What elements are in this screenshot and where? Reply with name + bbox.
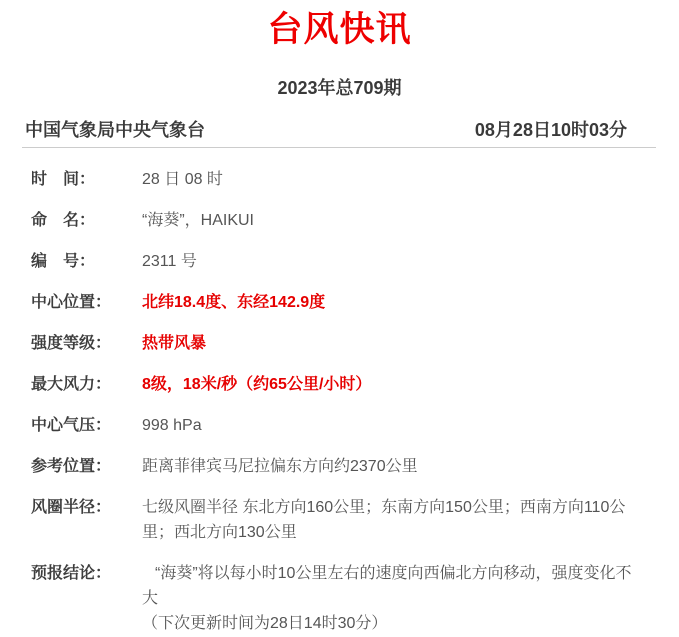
row-max-wind <box>31 372 679 397</box>
row-reference-position-label: 参考位置： <box>31 458 112 475</box>
row-center-position-value: 北纬18.4度、东经142.9度 <box>142 294 326 311</box>
row-time <box>31 167 679 192</box>
row-center-position-label: 中心位置： <box>31 294 112 311</box>
row-pressure <box>31 413 679 438</box>
row-time-label: 时 间： <box>31 171 96 188</box>
row-forecast-conclusion <box>31 561 679 636</box>
row-center-position <box>31 290 679 315</box>
row-wind-circle-radius-label: 风圈半径： <box>31 499 112 516</box>
row-max-wind-label: 最大风力： <box>31 376 112 393</box>
issue-datetime: 08月28日10时03分 <box>474 120 627 140</box>
row-number <box>31 249 679 274</box>
forecast-text: “海葵”将以每小时10公里左右的速度向西偏北方向移动，强度变化不大 <box>142 565 632 607</box>
row-number-value: 2311 号 <box>142 253 197 270</box>
bulletin-body <box>0 167 679 636</box>
row-wind-circle-radius-value: 七级风圈半径 东北方向160公里；东南方向150公里；西南方向110公里；西北方向130公里 <box>142 499 626 541</box>
row-reference-position-value: 距离菲律宾马尼拉偏东方向约2370公里 <box>142 458 418 475</box>
header-row <box>0 118 679 142</box>
row-name <box>31 208 679 233</box>
row-number-label: 编 号： <box>31 253 96 270</box>
header-divider <box>22 147 656 148</box>
page-title: 台风快讯 <box>267 10 412 49</box>
row-time-value: 28 日 08 时 <box>142 171 223 188</box>
row-name-label: 命 名： <box>31 212 96 229</box>
row-reference-position <box>31 454 679 479</box>
row-name-value: “海葵”，HAIKUI <box>142 212 255 229</box>
row-pressure-label: 中心气压： <box>31 417 112 434</box>
row-intensity <box>31 331 679 356</box>
row-intensity-value: 热带风暴 <box>142 335 207 352</box>
row-wind-circle-radius <box>31 495 679 545</box>
row-forecast-conclusion-label: 预报结论： <box>31 565 112 582</box>
issue-number: 2023年总709期 <box>277 78 402 98</box>
row-forecast-conclusion-value <box>142 561 647 636</box>
row-max-wind-value: 8级，18米/秒（约65公里/小时） <box>142 376 372 393</box>
next-update-note: （下次更新时间为28日14时30分） <box>142 615 388 632</box>
typhoon-bulletin-page <box>0 8 679 637</box>
agency-name: 中国气象局中央气象台 <box>25 120 205 140</box>
row-intensity-label: 强度等级： <box>31 335 112 352</box>
row-pressure-value: 998 hPa <box>142 417 202 434</box>
